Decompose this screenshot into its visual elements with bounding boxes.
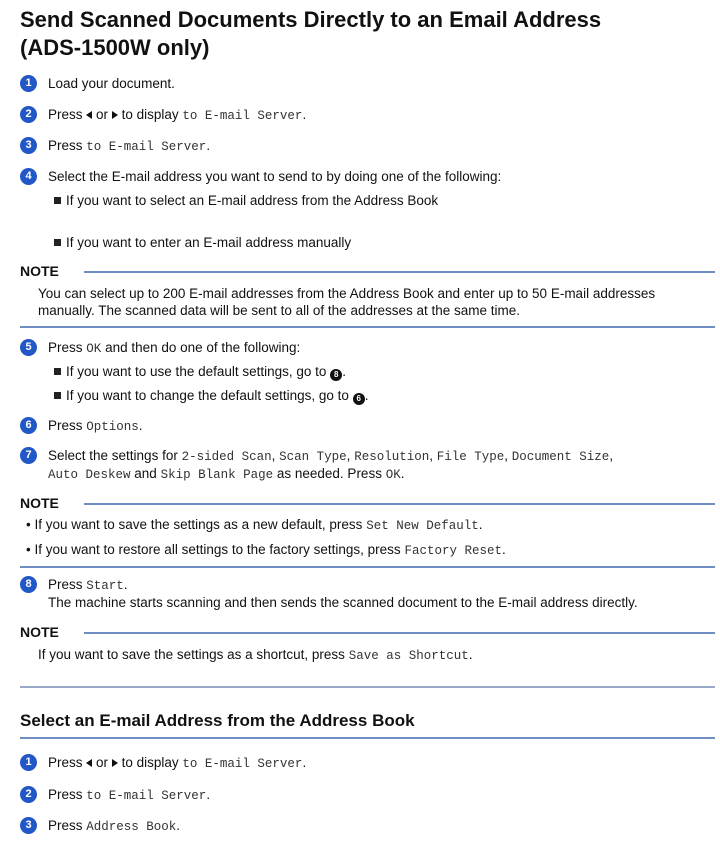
note-2-item-2: • If you want to restore all settings to the factory settings, press Factory Reset. [26,542,506,558]
step-number-1: 1 [20,75,37,92]
step-5-bullet-2: If you want to change the default settings, go to 6 . [54,388,368,405]
step-number-7: 7 [20,447,37,464]
section-2-title: Select an E-mail Address from the Address Book [20,711,415,730]
step-number-4: 4 [20,168,37,185]
left-arrow-icon [86,759,92,767]
step-reference-icon: 8 [330,369,342,381]
note-label: NOTE [20,495,59,511]
step-4-bullet-2: If you want to enter an E-mail address manually [54,235,351,250]
step-5-bullet-1: If you want to use the default settings, go to 8 . [54,364,346,381]
step-8-text: Press Start. [48,577,128,593]
note-divider-bottom [20,566,715,568]
right-arrow-icon [112,759,118,767]
section-2-step-1-text: Press or to display to E-mail Server. [48,755,307,771]
step-number-8: 8 [20,576,37,593]
step-1-text: Load your document. [48,76,175,91]
step-number-2: 2 [20,106,37,123]
note-label: NOTE [20,263,59,279]
note-divider-bottom [20,326,715,328]
step-6-text: Press Options. [48,418,143,434]
step-5-text: Press OK and then do one of the following: [48,340,301,356]
step-number-3: 3 [20,137,37,154]
section-2-step-2-text: Press to E-mail Server. [48,787,211,803]
note-1-line-1: You can select up to 200 E-mail addresses from the Address Book and enter up to 50 E-mail addresses [38,286,656,301]
step-number-6: 6 [20,417,37,434]
section-2-step-3-text: Press Address Book. [48,818,181,834]
note-2-item-1: • If you want to save the settings as a new default, press Set New Default. [26,517,483,533]
step-7-line-2: Auto Deskew and Skip Blank Page as needed. Press OK. [48,466,405,482]
step-3-text: Press to E-mail Server. [48,138,211,154]
square-bullet-icon [54,368,61,375]
note-divider [84,271,715,273]
title-line-2: (ADS-1500W only) [20,35,210,60]
section-2-step-number-2: 2 [20,786,37,803]
step-number-5: 5 [20,339,37,356]
step-reference-icon: 6 [353,393,365,405]
title-line-1: Send Scanned Documents Directly to an Email Address [20,7,602,32]
section-2-step-number-3: 3 [20,817,37,834]
step-2-text: Press or to display to E-mail Server. [48,107,307,123]
note-divider [84,632,715,634]
step-7-line-1: Select the settings for 2-sided Scan, Scan Type, Resolution, File Type, Document Size, [48,448,614,464]
square-bullet-icon [54,392,61,399]
step-4-text: Select the E-mail address you want to send to by doing one of the following: [48,169,502,184]
note-divider [84,503,715,505]
page-title [20,6,601,62]
section-2-underline [20,737,715,739]
note-3-text: If you want to save the settings as a shortcut, press Save as Shortcut. [38,647,473,663]
square-bullet-icon [54,197,61,204]
left-arrow-icon [86,111,92,119]
section-2-step-number-1: 1 [20,754,37,771]
section-divider [20,686,715,688]
step-4-bullet-1: If you want to select an E-mail address from the Address Book [54,193,438,208]
note-label: NOTE [20,624,59,640]
step-8-line-2: The machine starts scanning and then sends the scanned document to the E-mail address directly. [48,595,638,610]
right-arrow-icon [112,111,118,119]
note-1-line-2: manually. The scanned data will be sent to all of the addresses at the same time. [38,303,521,318]
square-bullet-icon [54,239,61,246]
